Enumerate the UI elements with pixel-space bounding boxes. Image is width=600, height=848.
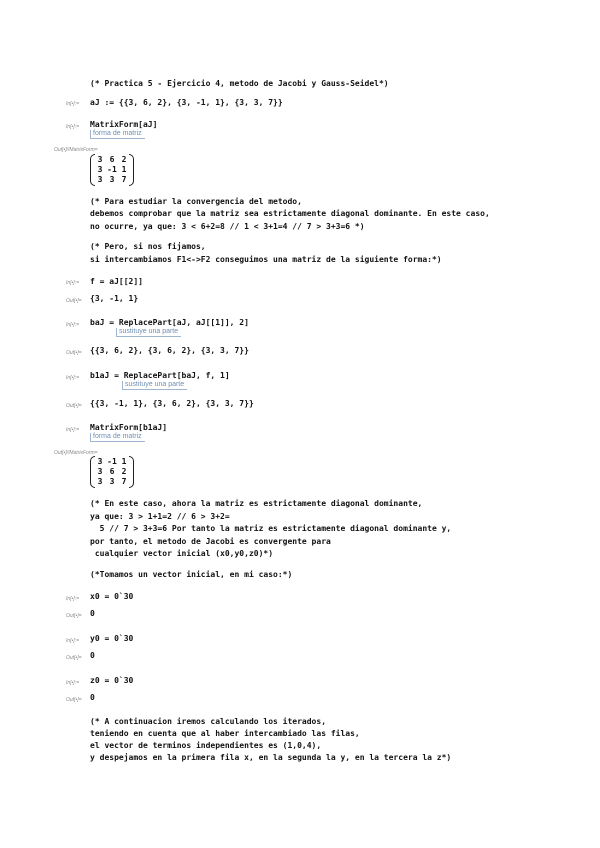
output-label: Out[•]=: [66, 697, 82, 703]
comment-diagonal-l4: por tanto, el metodo de Jacobi es convergente para: [90, 537, 331, 546]
matrix-cell: 3: [97, 155, 103, 164]
matrix-cell: 3: [97, 175, 103, 184]
matrix-cell: 1: [121, 165, 127, 174]
input-cell-aJ[interactable]: aJ := {{3, 6, 2}, {3, -1, 1}, {3, 3, 7}}: [90, 98, 283, 107]
comment-diagonal-l2: ya que: 3 > 1+1=2 // 6 > 3+2=: [90, 512, 230, 521]
output-cell-y0: 0: [90, 651, 95, 660]
output-matrix-label: Out[•]//MatrixForm=: [54, 147, 98, 153]
input-cell-y0[interactable]: y0 = 0`30: [90, 634, 134, 643]
input-label: In[•]:=: [66, 596, 80, 602]
matrix-right-bracket: [129, 456, 134, 488]
matrix-left-bracket: [90, 456, 95, 488]
input-cell-matrixform-aJ[interactable]: MatrixForm[aJ]: [90, 120, 158, 129]
input-label: In[•]:=: [66, 322, 80, 328]
comment-vector-inicial: (*Tomamos un vector inicial, en mi caso:*): [90, 570, 293, 579]
input-label: In[•]:=: [66, 680, 80, 686]
input-label: In[•]:=: [66, 280, 80, 286]
matrix-cell: 7: [121, 175, 127, 184]
input-cell-z0[interactable]: z0 = 0`30: [90, 676, 134, 685]
output-label: Out[•]=: [66, 403, 82, 409]
comment-iterados-l4: y despejamos en la primera fila x, en la segunda la y, en la tercera la z*): [90, 753, 452, 762]
comment-iterados-l3: el vector de terminos independientes es (1,0,4),: [90, 741, 322, 750]
matrix-cell: 3: [97, 467, 103, 476]
output-label: Out[•]=: [66, 655, 82, 661]
input-cell-f[interactable]: f = aJ[[2]]: [90, 277, 143, 286]
output-cell-b1aJ: {{3, -1, 1}, {3, 6, 2}, {3, 3, 7}}: [90, 399, 254, 408]
input-label: In[•]:=: [66, 375, 80, 381]
matrix-cell: 2: [121, 155, 127, 164]
input-cell-x0[interactable]: x0 = 0`30: [90, 592, 134, 601]
matrix-cell: 3: [97, 165, 103, 174]
hint-forma-de-matriz[interactable]: forma de matriz: [90, 130, 145, 139]
matrix-cell: 6: [109, 467, 115, 476]
input-label: In[•]:=: [66, 427, 80, 433]
matrix-left-bracket: [90, 154, 95, 186]
comment-convergencia-l2: debemos comprobar que la matriz sea estrictamente diagonal dominante. En este caso,: [90, 209, 490, 218]
hint-forma-de-matriz[interactable]: forma de matriz: [90, 433, 145, 442]
matrix-cell: -1: [107, 457, 117, 466]
matrix-cell: 6: [109, 155, 115, 164]
matrix-cell: 3: [109, 175, 115, 184]
input-label: In[•]:=: [66, 124, 80, 130]
hint-sustituye-una-parte[interactable]: sustituye una parte: [122, 381, 187, 390]
input-label: In[•]:=: [66, 638, 80, 644]
matrix-cell: 1: [121, 457, 127, 466]
input-cell-baJ[interactable]: baJ = ReplacePart[aJ, aJ[[1]], 2]: [90, 318, 249, 327]
output-label: Out[•]=: [66, 613, 82, 619]
matrix-output-aJ: [90, 155, 134, 185]
output-cell-z0: 0: [90, 693, 95, 702]
output-label: Out[•]=: [66, 298, 82, 304]
output-cell-baJ: {{3, 6, 2}, {3, 6, 2}, {3, 3, 7}}: [90, 346, 249, 355]
comment-intercambio-l2: si intercambiamos F1<->F2 conseguimos una matriz de la siguiente forma:*): [90, 255, 442, 264]
comment-diagonal-l5: cualquier vector inicial (x0,y0,z0)*): [90, 549, 274, 558]
output-cell-f: {3, -1, 1}: [90, 294, 139, 303]
matrix-cell: 3: [97, 477, 103, 486]
comment-diagonal-l1: (* En este caso, ahora la matriz es estrictamente diagonal dominante,: [90, 499, 423, 508]
input-cell-b1aJ[interactable]: b1aJ = ReplacePart[baJ, f, 1]: [90, 371, 230, 380]
output-label: Out[•]=: [66, 350, 82, 356]
comment-iterados-l1: (* A continuacion iremos calculando los iterados,: [90, 717, 327, 726]
hint-sustituye-una-parte[interactable]: sustituye una parte: [116, 328, 181, 337]
matrix-right-bracket: [129, 154, 134, 186]
output-cell-x0: 0: [90, 609, 95, 618]
input-cell-matrixform-b1aJ[interactable]: MatrixForm[b1aJ]: [90, 423, 168, 432]
comment-diagonal-l3: 5 // 7 > 3+3=6 Por tanto la matriz es estrictamente diagonal dominante y,: [90, 524, 452, 533]
comment-convergencia-l3: no ocurre, ya que: 3 < 6+2=8 // 1 < 3+1=4 // 7 > 3+3=6 *): [90, 222, 365, 231]
output-matrix-label: Out[•]//MatrixForm=: [54, 450, 98, 456]
matrix-cell: 7: [121, 477, 127, 486]
comment-convergencia-l1: (* Para estudiar la convergencia del metodo,: [90, 197, 302, 206]
matrix-cell: 3: [97, 457, 103, 466]
matrix-cell: 2: [121, 467, 127, 476]
comment-iterados-l2: teniendo en cuenta que al haber intercambiado las filas,: [90, 729, 360, 738]
matrix-cell: 3: [109, 477, 115, 486]
comment-title: (* Practica 5 - Ejercicio 4, metodo de Jacobi y Gauss-Seidel*): [90, 79, 389, 88]
input-label: In[•]:=: [66, 101, 80, 107]
matrix-output-b1aJ: [90, 457, 134, 487]
comment-intercambio-l1: (* Pero, si nos fijamos,: [90, 242, 206, 251]
matrix-cell: -1: [107, 165, 117, 174]
